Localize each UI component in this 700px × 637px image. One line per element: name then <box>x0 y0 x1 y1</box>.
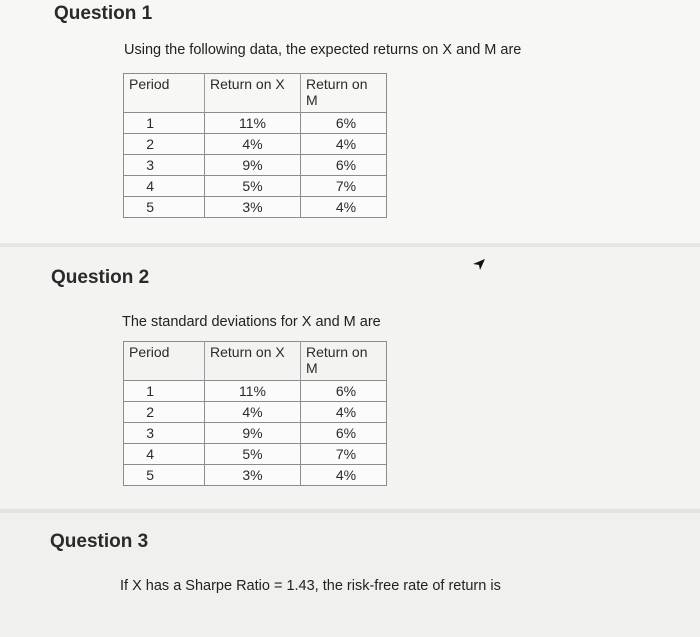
return-x-cell: 3% <box>205 465 301 486</box>
table-row <box>124 402 387 423</box>
question-2-section <box>0 247 700 509</box>
return-x-cell: 5% <box>205 176 301 197</box>
period-cell: 2 <box>124 134 205 155</box>
return-m-cell: 6% <box>301 423 387 444</box>
mouse-cursor-icon <box>471 256 487 272</box>
period-cell: 4 <box>124 176 205 197</box>
period-cell: 2 <box>124 402 205 423</box>
period-cell: 1 <box>124 113 205 134</box>
question-3-prompt: If X has a Sharpe Ratio = 1.43, the risk-free rate of return is <box>120 578 501 594</box>
return-m-cell: 6% <box>301 113 387 134</box>
table-row <box>124 176 387 197</box>
question-1-section <box>0 0 700 243</box>
question-1-prompt: Using the following data, the expected returns on X and M are <box>124 42 522 58</box>
header-period: Period <box>124 74 205 113</box>
table-row <box>124 134 387 155</box>
return-x-cell: 9% <box>205 423 301 444</box>
return-m-cell: 7% <box>301 176 387 197</box>
table-row <box>124 381 387 402</box>
header-return-x: Return on X <box>205 74 301 113</box>
table-row <box>124 423 387 444</box>
header-return-m: Return on M <box>306 76 368 108</box>
return-x-cell: 11% <box>205 381 301 402</box>
table-row <box>124 197 387 218</box>
return-m-cell: 7% <box>301 444 387 465</box>
question-3-title: Question 3 <box>50 531 149 552</box>
return-x-cell: 5% <box>205 444 301 465</box>
header-return-x: Return on X <box>205 342 301 381</box>
header-period: Period <box>124 342 205 381</box>
question-2-data-table <box>123 341 387 486</box>
return-m-cell: 4% <box>301 134 387 155</box>
return-x-cell: 9% <box>205 155 301 176</box>
period-cell: 1 <box>124 381 205 402</box>
period-cell: 3 <box>124 423 205 444</box>
return-m-cell: 4% <box>301 465 387 486</box>
return-m-cell: 4% <box>301 197 387 218</box>
period-cell: 5 <box>124 197 205 218</box>
header-return-m: Return on M <box>306 344 368 376</box>
return-x-cell: 4% <box>205 402 301 423</box>
table-row <box>124 465 387 486</box>
question-1-title: Question 1 <box>54 3 153 24</box>
period-cell: 5 <box>124 465 205 486</box>
question-1-data-table <box>123 73 387 218</box>
period-cell: 4 <box>124 444 205 465</box>
return-m-cell: 4% <box>301 402 387 423</box>
return-m-cell: 6% <box>301 155 387 176</box>
question-2-title: Question 2 <box>51 267 150 288</box>
period-cell: 3 <box>124 155 205 176</box>
return-x-cell: 4% <box>205 134 301 155</box>
table-row <box>124 155 387 176</box>
question-2-prompt: The standard deviations for X and M are <box>122 314 381 330</box>
question-3-section <box>0 513 700 637</box>
table-row <box>124 444 387 465</box>
return-x-cell: 11% <box>205 113 301 134</box>
return-m-cell: 6% <box>301 381 387 402</box>
return-x-cell: 3% <box>205 197 301 218</box>
table-row <box>124 113 387 134</box>
